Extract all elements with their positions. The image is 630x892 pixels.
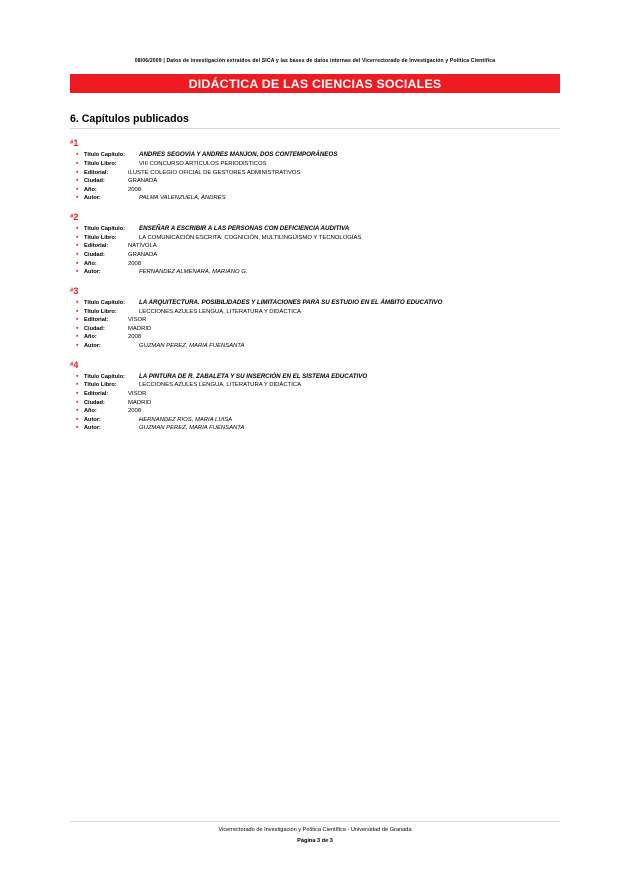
bullet-icon: ▪ xyxy=(76,424,79,432)
entry-number: #4 xyxy=(70,359,79,370)
field-value: LA ARQUITECTURA. POSIBILIDADES Y LIMITACIONES PARA SU ESTUDIO EN EL ÁMBITO EDUCATIVO xyxy=(139,298,443,306)
bullet-icon: ▪ xyxy=(76,398,79,406)
department-banner-title: DIDÁCTICA DE LAS CIENCIAS SOCIALES xyxy=(188,76,442,91)
field-label: Título Libro: xyxy=(84,161,117,168)
field-value: ANDRES SEGOVIA Y ANDRES MANJON, DOS CONTEMPORÁNEOS xyxy=(139,151,338,159)
field-label: Autor: xyxy=(84,269,101,276)
field-autor xyxy=(76,194,560,203)
field-value: ENSEÑAR A ESCRIBIR A LAS PERSONAS CON DEFICIENCIA AUDITIVA xyxy=(139,224,350,232)
bullet-icon: ▪ xyxy=(76,268,79,276)
field-label: Editorial: xyxy=(84,317,109,324)
chapter-entry xyxy=(70,212,560,277)
field-autor xyxy=(76,416,560,425)
field-titulo-libro xyxy=(76,234,560,243)
hash-icon: # xyxy=(70,287,74,294)
field-label: Editorial: xyxy=(84,243,109,250)
field-label: Título Capítulo: xyxy=(84,373,126,380)
bullet-icon: ▪ xyxy=(76,194,79,202)
bullet-icon: ▪ xyxy=(76,251,79,259)
bullet-icon: ▪ xyxy=(76,185,79,193)
field-label: Título Libro: xyxy=(84,382,117,389)
field-ciudad xyxy=(76,325,560,334)
bullet-icon: ▪ xyxy=(76,390,79,398)
field-editorial xyxy=(76,242,560,251)
field-value: GRANADA xyxy=(128,178,158,185)
hash-icon: # xyxy=(70,213,74,220)
field-label: Autor: xyxy=(84,195,101,202)
field-value: VIII CONCURSO ARTÍCULOS PERIODISTICOS xyxy=(139,161,267,168)
field-label: Autor: xyxy=(84,416,101,423)
field-label: Año: xyxy=(84,186,97,193)
entry-number: #3 xyxy=(70,285,79,296)
bullet-icon: ▪ xyxy=(76,224,79,232)
field-value: VISOR xyxy=(128,391,147,398)
bullet-icon: ▪ xyxy=(76,372,79,380)
bullet-icon: ▪ xyxy=(76,298,79,306)
entry-number: #1 xyxy=(70,138,79,149)
field-value: 2008 xyxy=(128,334,142,341)
field-value: LA PINTURA DE R. ZABALETA Y SU INSERCIÓN EN EL SISTEMA EDUCATIVO xyxy=(139,372,368,380)
field-label: Año: xyxy=(84,334,97,341)
chapter-entry xyxy=(70,360,560,433)
page-footer xyxy=(70,821,560,844)
bullet-icon: ▪ xyxy=(76,415,79,423)
field-value: PALMA VALENZUELA, ANDRÉS xyxy=(139,195,226,202)
field-label: Autor: xyxy=(84,425,101,432)
bullet-icon: ▪ xyxy=(76,160,79,168)
field-value: MADRID xyxy=(128,399,152,406)
field-titulo-capitulo xyxy=(76,225,560,234)
field-editorial xyxy=(76,390,560,399)
department-banner xyxy=(70,74,560,93)
bullet-icon: ▪ xyxy=(76,242,79,250)
chapter-entry xyxy=(70,138,560,203)
field-label: Ciudad: xyxy=(84,325,105,332)
field-anio xyxy=(76,333,560,342)
bullet-icon: ▪ xyxy=(76,151,79,159)
field-value: 2008 xyxy=(128,408,142,415)
field-value: HERNANDEZ RIOS, MARIA LUISA xyxy=(139,416,233,423)
field-anio xyxy=(76,407,560,416)
field-value: LECCIONES AZULES LENGUA, LITERATURA Y DIDÁCTICA xyxy=(139,382,302,389)
footer-page-number: Página 3 de 3 xyxy=(297,838,333,844)
field-label: Año: xyxy=(84,408,97,415)
bullet-icon: ▪ xyxy=(76,324,79,332)
field-autor xyxy=(76,342,560,351)
field-value: ILUSTE COLEGIO OFICIAL DE GESTORES ADMINISTRATIVOS xyxy=(128,169,301,176)
field-value: FERNÁNDEZ ALMENARA, MARIANO G. xyxy=(139,269,248,276)
field-label: Ciudad: xyxy=(84,252,105,259)
field-value: LECCIONES AZULES LENGUA, LITERATURA Y DIDÁCTICA xyxy=(139,308,302,315)
field-value: GUZMAN PEREZ, MARIA FUENSANTA xyxy=(139,425,245,432)
field-label: Año: xyxy=(84,260,97,267)
field-label: Ciudad: xyxy=(84,399,105,406)
bullet-icon: ▪ xyxy=(76,407,79,415)
field-titulo-libro xyxy=(76,160,560,169)
bullet-icon: ▪ xyxy=(76,307,79,315)
field-label: Editorial: xyxy=(84,391,109,398)
field-ciudad xyxy=(76,251,560,260)
field-titulo-libro xyxy=(76,381,560,390)
hash-icon: # xyxy=(70,140,74,147)
bullet-icon: ▪ xyxy=(76,316,79,324)
document-meta-header: 08/06/2009 | Datos de investigación extraídos del SICA y las bases de datos internas del Vicerrectorado de Investigación y Política Científica xyxy=(134,58,496,64)
field-value: 2008 xyxy=(128,186,142,193)
field-editorial xyxy=(76,169,560,178)
bullet-icon: ▪ xyxy=(76,381,79,389)
field-titulo-libro xyxy=(76,308,560,317)
field-ciudad xyxy=(76,399,560,408)
field-label: Editorial: xyxy=(84,169,109,176)
field-value: VISOR xyxy=(128,317,147,324)
field-anio xyxy=(76,260,560,269)
hash-icon: # xyxy=(70,361,74,368)
bullet-icon: ▪ xyxy=(76,168,79,176)
field-titulo-capitulo xyxy=(76,373,560,382)
field-value: 2008 xyxy=(128,260,142,267)
field-value: MADRID xyxy=(128,325,152,332)
field-anio xyxy=(76,186,560,195)
entry-number: #2 xyxy=(70,211,79,222)
field-label: Autor: xyxy=(84,342,101,349)
field-label: Título Capítulo: xyxy=(84,152,126,159)
field-value: NATÍVOLA xyxy=(128,243,157,250)
field-label: Título Libro: xyxy=(84,234,117,241)
field-label: Título Libro: xyxy=(84,308,117,315)
bullet-icon: ▪ xyxy=(76,233,79,241)
field-value: GRANADA xyxy=(128,252,158,259)
bullet-icon: ▪ xyxy=(76,341,79,349)
field-ciudad xyxy=(76,177,560,186)
footer-institution: Vicerrectorado de Investigación y Política Científica - Universidad de Granada xyxy=(218,827,412,833)
field-titulo-capitulo xyxy=(76,151,560,160)
field-editorial xyxy=(76,316,560,325)
field-label: Ciudad: xyxy=(84,178,105,185)
bullet-icon: ▪ xyxy=(76,259,79,267)
field-label: Título Capítulo: xyxy=(84,225,126,232)
field-value: GUZMAN PEREZ, MARIA FUENSANTA xyxy=(139,342,245,349)
section-heading: 6. Capítulos publicados xyxy=(70,113,560,129)
chapter-entry xyxy=(70,286,560,351)
field-label: Título Capítulo: xyxy=(84,299,126,306)
bullet-icon: ▪ xyxy=(76,177,79,185)
field-autor xyxy=(76,268,560,277)
field-autor xyxy=(76,424,560,433)
bullet-icon: ▪ xyxy=(76,333,79,341)
field-value: LA COMUNICACIÓN ESCRITA: COGNICIÓN, MULTILINGÜISMO Y TECNOLOGÍAS xyxy=(139,234,362,241)
field-titulo-capitulo xyxy=(76,299,560,308)
